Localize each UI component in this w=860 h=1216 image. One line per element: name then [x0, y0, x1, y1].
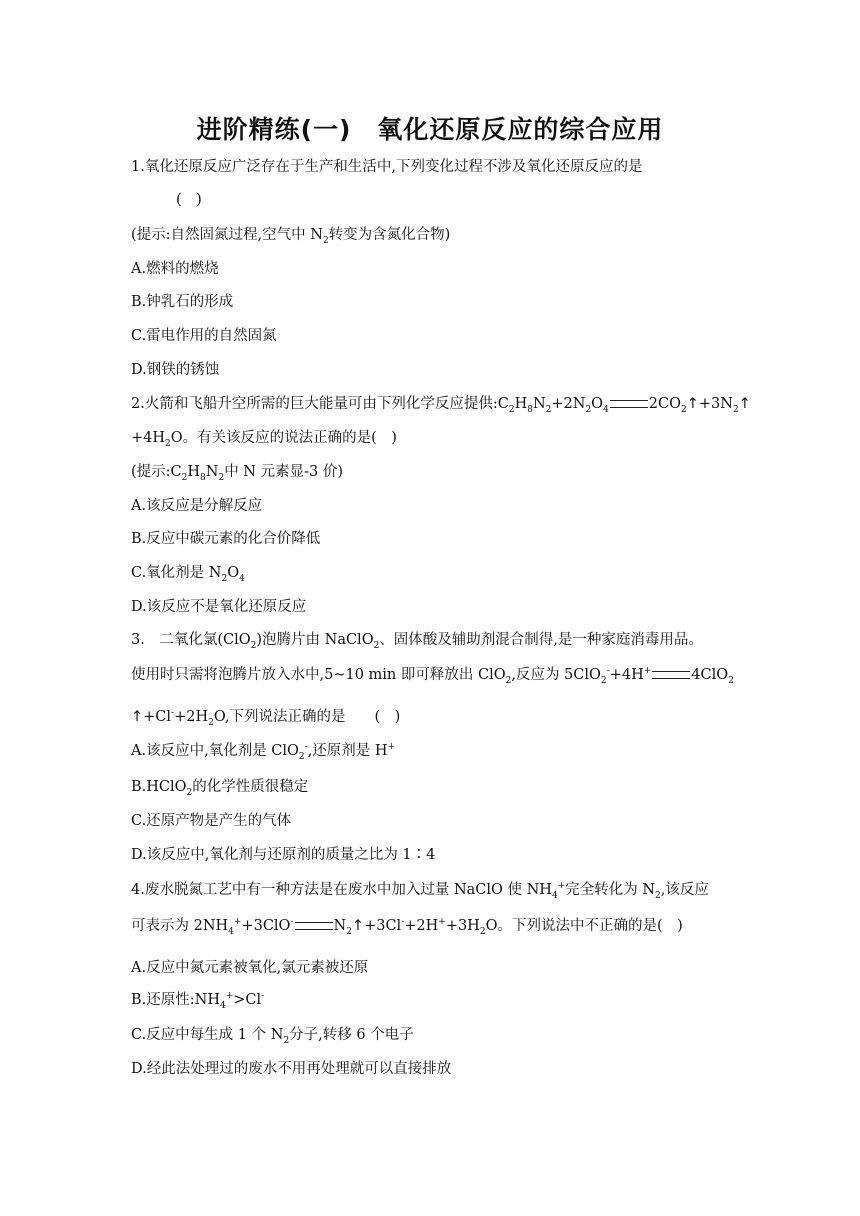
q4-option-c: C.反应中每生成 1 个 $N_2$分子,转移 6 个电子	[131, 1027, 414, 1046]
gas-arrow-icon: ↑	[131, 709, 144, 725]
page-title: 进阶精练(一) 氧化还原反应的综合应用	[196, 115, 664, 144]
q3-option-d: D.该反应中,氧化剂与还原剂的质量之比为 1∶4	[131, 847, 436, 863]
gas-arrow-icon: ↑	[351, 918, 365, 934]
equals-sign	[610, 400, 648, 408]
q3-stem-line2: 使用时只需将泡腾片放入水中,5~10 min 即可释放出 ClO$_2$,反应为 5ClO$_2$-+4H+ 4ClO$_2$	[131, 666, 734, 686]
gas-arrow-icon: ↑	[738, 396, 751, 412]
q3-stem-line3: $↑+Cl^-+2H_2O$,下列说法正确的是 ( )	[131, 708, 401, 728]
q2-option-a: A.该反应是分解反应	[131, 498, 263, 514]
q1-option-d: D.钢铁的锈蚀	[131, 362, 220, 378]
q2-stem-cont: $+4H_2O$。有关该反应的说法正确的是( )	[131, 430, 397, 449]
q4-stem-line2: 可表示为 $2NH_4^++3ClO^-$ $N_2↑+3Cl^-+2H^++3H_2O$。下列说法中不正确的是( )	[131, 917, 683, 937]
q3-option-a: A.该反应中,氧化剂是 ClO$_2$-,还原剂是 H+	[131, 742, 396, 762]
q3-option-c: C.还原产物是产生的气体	[131, 813, 292, 829]
q1-option-a: A.燃料的燃烧	[131, 261, 219, 277]
q4-option-b: B.还原性$:NH_4^+>Cl^-$	[131, 991, 265, 1011]
q1-option-c: C.雷电作用的自然固氮	[131, 328, 277, 344]
q4-stem: 4.废水脱氮工艺中有一种方法是在废水中加入过量 NaClO 使 $NH_4^+$完全转化为 $N_2$,该反应	[131, 881, 709, 901]
q1-answer-blank: ( )	[176, 192, 202, 208]
q1-hint: (提示:自然固氮过程,空气中 $N_2$转变为含氮化合物)	[131, 227, 451, 246]
q2-hint: (提示$:C_2H_8N_2$中 N 元素显-3 价)	[131, 464, 343, 483]
q2-stem: 2.火箭和飞船升空所需的巨大能量可由下列化学反应提供$:C_2H_8N_2+2N_2O_4$ $2CO_2↑+3N_2↑$	[131, 396, 751, 415]
q3-stem: 3. 二氧化氯(ClO$_2$)泡腾片由 NaClO$_2$、固体酸及辅助剂混合制得,是一种家庭消毒用品。	[131, 632, 703, 651]
gas-arrow-icon: ↑	[686, 396, 699, 412]
q1-stem: 1.氧化还原反应广泛存在于生产和生活中,下列变化过程不涉及氧化还原反应的是	[131, 159, 643, 175]
q3-option-b: B.HClO$_2$的化学性质很稳定	[131, 779, 309, 798]
q4-option-a: A.反应中氮元素被氧化,氯元素被还原	[131, 960, 369, 976]
q2-option-b: B.反应中碳元素的化合价降低	[131, 531, 321, 547]
q4-option-d: D.经此法处理过的废水不用再处理就可以直接排放	[131, 1061, 452, 1077]
equals-sign	[652, 671, 690, 679]
q1-option-b: B.钟乳石的形成	[131, 294, 234, 310]
equals-sign	[295, 922, 333, 930]
q2-option-d: D.该反应不是氧化还原反应	[131, 599, 307, 615]
q2-option-c: C.氧化剂是 $N_2O_4$	[131, 565, 245, 584]
